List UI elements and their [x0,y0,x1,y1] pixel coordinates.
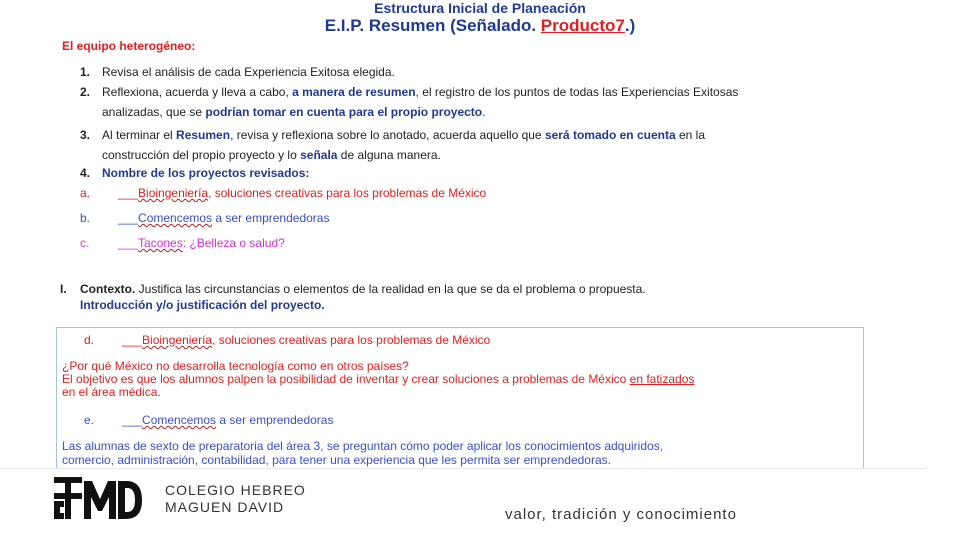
step-number: 2. [80,85,91,99]
subtitle-product: Producto7 [540,16,625,35]
context-number: I. [60,282,67,296]
step-emphasis: señala [300,148,338,162]
footer-divider [0,468,926,469]
step-emphasis: Resumen [176,128,231,142]
list-item [80,208,870,228]
step-text: Reflexiona, acuerda y lleva a cabo, [102,85,293,99]
step-number: 4. [80,166,91,180]
item-text: , soluciones creativas para los problemas de México [208,186,487,200]
item-name: Bioingeniería [138,186,209,200]
step-3 [80,125,870,165]
school-name-line1: COLEGIO HEBREO [165,482,306,498]
team-label: El equipo heterogéneo: [62,39,196,53]
item-text: : ¿Belleza o salud? [182,236,285,250]
box-underlined: en fatizados [629,372,695,386]
item-dots: ___ [118,236,139,250]
item-name: Comencemos [138,211,213,225]
step-2 [80,82,870,122]
school-name [165,482,306,516]
box-line: Las alumnas de sexto de preparatoria del área 3, se preguntan cómo poder aplicar los conocimientos adquiridos, [62,439,664,453]
context-section [60,281,880,313]
page-subtitle [0,16,960,36]
context-text: Justifica las circunstancias o elementos de la realidad en la que se da el problema o propuesta. [135,282,646,296]
item-dots: ___ [118,186,139,200]
item-dots: ___ [122,413,143,427]
item-letter: d. [84,333,95,347]
box-line: comercio, administración, contabilidad, para tener una experiencia que les permita ser emprendedoras. [62,453,611,467]
step-text: analizadas, que se [102,105,206,119]
item-dots: ___ [118,211,139,225]
item-letter: b. [80,211,91,225]
item-letter: a. [80,186,91,200]
item-name: Tacones [138,236,183,250]
item-letter: e. [84,413,95,427]
school-logo-icon [54,477,142,519]
step-text: , revisa y reflexiona sobre lo anotado, acuerda aquello que [230,128,545,142]
step-emphasis: será tomado en cuenta [544,128,676,142]
box-line: ¿Por qué México no desarrolla tecnología como en otros países? [62,359,409,373]
subtitle-end: .) [624,16,636,35]
step-text: Revisa el análisis de cada Experiencia Exitosa elegida. [102,65,395,79]
step-text: Al terminar el [102,128,177,142]
school-name-line2: MAGUEN DAVID [165,499,285,515]
box-line: en el área médica. [62,385,161,399]
item-dots: ___ [122,333,143,347]
subtitle-main: E.I.P. Resumen (Señalado. [324,16,541,35]
item-name: Bioingeniería [142,333,213,347]
step-number: 3. [80,128,91,142]
step-number: 1. [80,65,91,79]
step-text: construcción del propio proyecto y lo [102,148,301,162]
item-text: a ser emprendedoras [212,211,330,225]
step-text: . [482,105,486,119]
list-item [84,410,874,430]
page-title: Estructura Inicial de Planeación [374,0,586,16]
item-text: a ser emprendedoras [216,413,334,427]
box-paragraph-2 [62,439,663,467]
step-text: de alguna manera. [337,148,441,162]
box-line: El objetivo es que los alumnos palpen la posibilidad de inventar y crear soluciones a problemas de México [62,372,630,386]
step-4 [80,163,870,183]
step-text: en la [675,128,706,142]
list-item [80,233,870,253]
context-label: Contexto. [80,282,136,296]
item-name: Comencemos [142,413,217,427]
item-letter: c. [80,236,90,250]
step-text: , el registro de los puntos de todas las Experiencias Exitosas [415,85,739,99]
school-motto: valor, tradición y conocimiento [505,506,737,523]
step-emphasis: a manera de resumen [292,85,416,99]
list-item [80,183,870,203]
list-item [84,330,874,350]
box-paragraph-1 [62,360,694,399]
step-emphasis: podrían tomar en cuenta para el propio proyecto [205,105,483,119]
step-1 [80,62,870,82]
context-subtitle: Introducción y/o justificación del proyecto. [80,298,325,312]
item-text: , soluciones creativas para los problemas de México [212,333,491,347]
step-emphasis: Nombre de los proyectos revisados: [102,166,310,180]
